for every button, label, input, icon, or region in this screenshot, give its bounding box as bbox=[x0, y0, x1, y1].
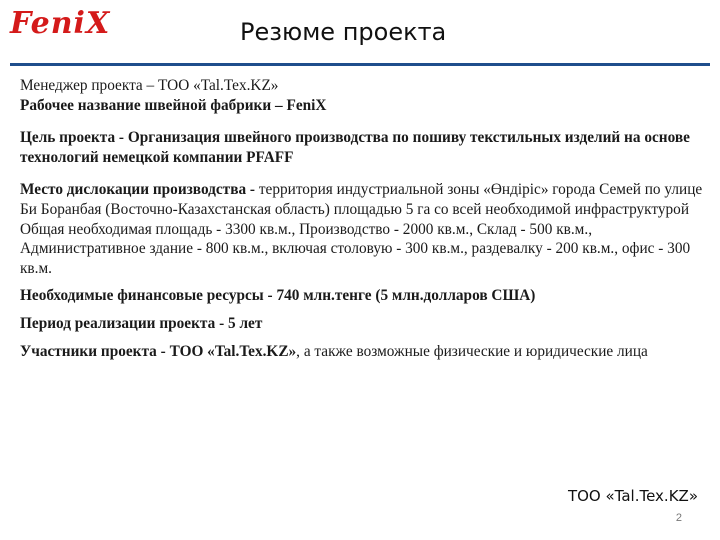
goal-label: Цель проекта bbox=[20, 129, 116, 147]
manager-line bbox=[20, 76, 710, 96]
participants-label: Участники проекта bbox=[20, 342, 157, 360]
location-label: Место дислокации производства bbox=[20, 181, 247, 199]
location-sep: - bbox=[246, 181, 259, 199]
manager-sep: – bbox=[142, 77, 159, 94]
participants-value-bold: ТОО «Tal.Tex.KZ» bbox=[169, 342, 297, 360]
participants-value-rest: , а также возможные физические и юридические лица bbox=[296, 342, 648, 360]
factory-value: FeniX bbox=[286, 96, 327, 114]
period-value: 5 лет bbox=[228, 314, 263, 332]
fenix-logo: FeniX bbox=[10, 6, 111, 41]
location-line bbox=[20, 180, 710, 219]
slide-body bbox=[20, 76, 710, 361]
participants-line bbox=[20, 342, 710, 362]
company-footer: ТОО «Tal.Tex.KZ» bbox=[567, 487, 698, 505]
finance-line bbox=[20, 286, 710, 306]
finance-value: 740 млн.тенге (5 млн.долларов США) bbox=[276, 287, 536, 305]
factory-line bbox=[20, 96, 710, 116]
manager-value: ТОО «Tal.Tex.KZ» bbox=[158, 77, 279, 94]
finance-sep: - bbox=[263, 287, 277, 305]
title-divider bbox=[10, 63, 710, 66]
goal-line bbox=[20, 128, 710, 167]
period-line bbox=[20, 314, 710, 334]
factory-sep: – bbox=[271, 96, 287, 114]
page-number: 2 bbox=[675, 512, 682, 524]
period-label: Период реализации проекта bbox=[20, 314, 216, 332]
period-sep: - bbox=[215, 314, 228, 332]
area-line: Общая необходимая площадь - 3300 кв.м., Производство - 2000 кв.м., Склад - 500 кв.м., Административное здание - 800 кв.м., включая столовую - 300 кв.м., раздевалку - 200 кв.м., офис - 300 кв.м. bbox=[20, 220, 691, 277]
slide-header bbox=[0, 0, 720, 62]
goal-sep: - bbox=[115, 129, 128, 147]
finance-label: Необходимые финансовые ресурсы bbox=[20, 287, 264, 305]
slide-title: Резюме проекта bbox=[240, 18, 447, 46]
factory-label: Рабочее название швейной фабрики bbox=[20, 96, 272, 114]
manager-label: Менеджер проекта bbox=[20, 77, 143, 94]
participants-sep: - bbox=[156, 342, 170, 360]
location-value: территория индустриальной зоны «Өндіріс» города Семей по улице Би Боранбая (Восточно-Казахстанская область) площадью 5 га со всей необходимой инфраструктурой bbox=[20, 181, 703, 218]
goal-value: Организация швейного производства по пошиву текстильных изделий на основе технологий немецкой компании PFAFF bbox=[20, 129, 690, 166]
